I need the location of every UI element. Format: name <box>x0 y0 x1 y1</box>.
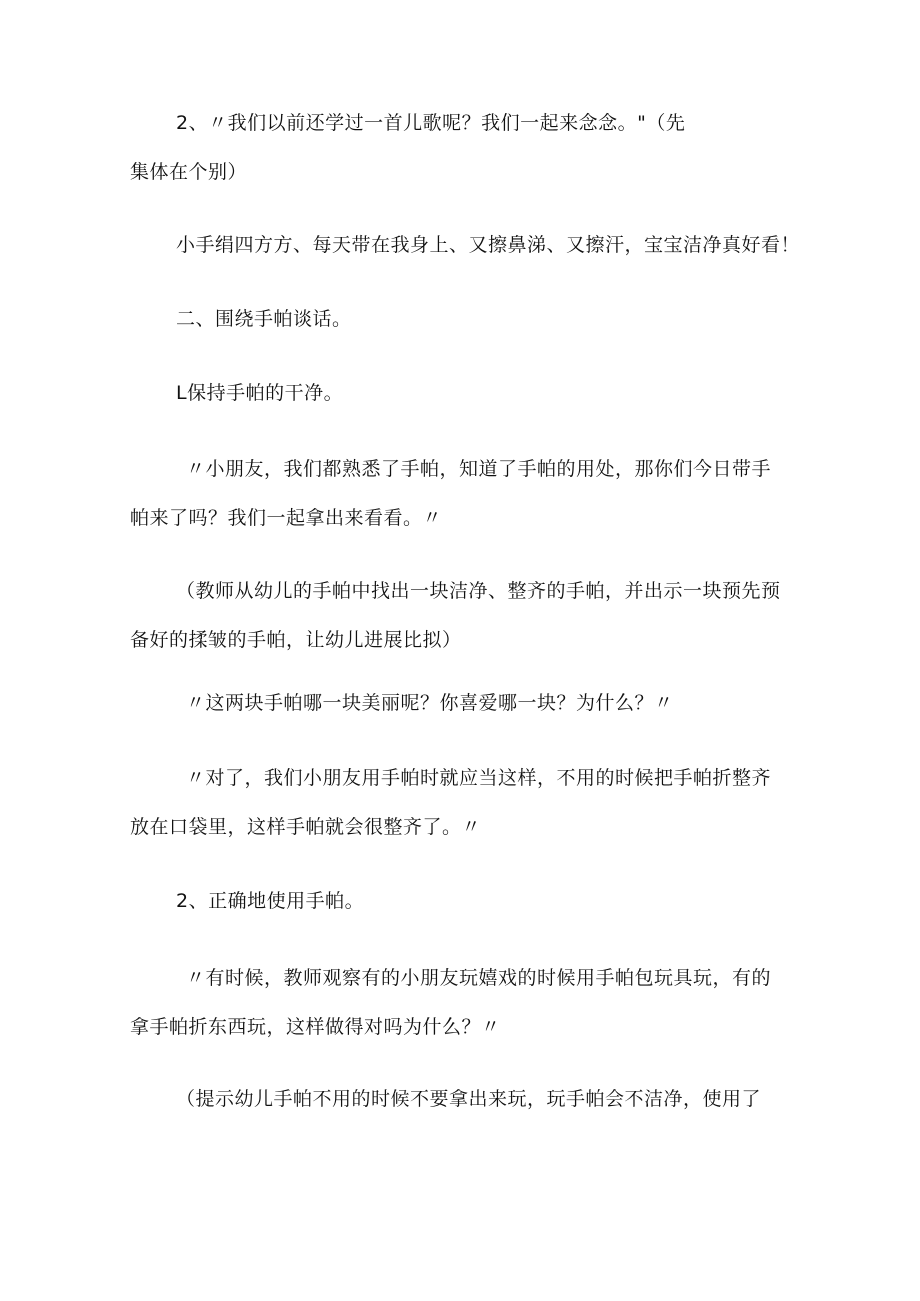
paragraph-line: 拿手帕折东西玩，这样做得对吗为什么？〃 <box>130 1016 501 1038</box>
paragraph-line: 〃小朋友，我们都熟悉了手帕，知道了手帕的用处，那你们今日带手 <box>186 458 772 480</box>
paragraph-line: 〃这两块手帕哪一块美丽呢？你喜爱哪一块？为什么？〃 <box>186 692 674 714</box>
paragraph-line: 备好的揉皱的手帕，让幼儿进展比拟） <box>130 629 462 651</box>
paragraph-line: （教师从幼儿的手帕中找出一块洁净、整齐的手帕，并出示一块预先预 <box>176 580 781 602</box>
paragraph-line: （提示幼儿手帕不用的时候不要拿出来玩，玩手帕会不洁净，使用了 <box>176 1088 762 1110</box>
subsection-heading: 2、正确地使用手帕。 <box>176 890 365 912</box>
paragraph-line: 帕来了吗？我们一起拿出来看看。〃 <box>130 507 443 529</box>
paragraph-line: 放在口袋里，这样手帕就会很整齐了。〃 <box>130 816 482 838</box>
section-heading: 二、围绕手帕谈话。 <box>176 308 352 330</box>
paragraph-line: 集体在个别） <box>130 161 248 183</box>
paragraph-line: 〃有时候，教师观察有的小朋友玩嬉戏的时候用手帕包玩具玩，有的 <box>186 967 772 989</box>
subsection-heading: L保持手帕的干净。 <box>176 382 344 404</box>
paragraph-line: 〃对了，我们小朋友用手帕时就应当这样，不用的时候把手帕折整齐 <box>186 767 772 789</box>
paragraph-line: 小手绢四方方、每天带在我身上、又擦鼻涕、又擦汗，宝宝洁净真好看！ <box>176 234 801 256</box>
paragraph-line: 2、〃我们以前还学过一首儿歌呢？我们一起来念念。"（先 <box>176 112 686 134</box>
